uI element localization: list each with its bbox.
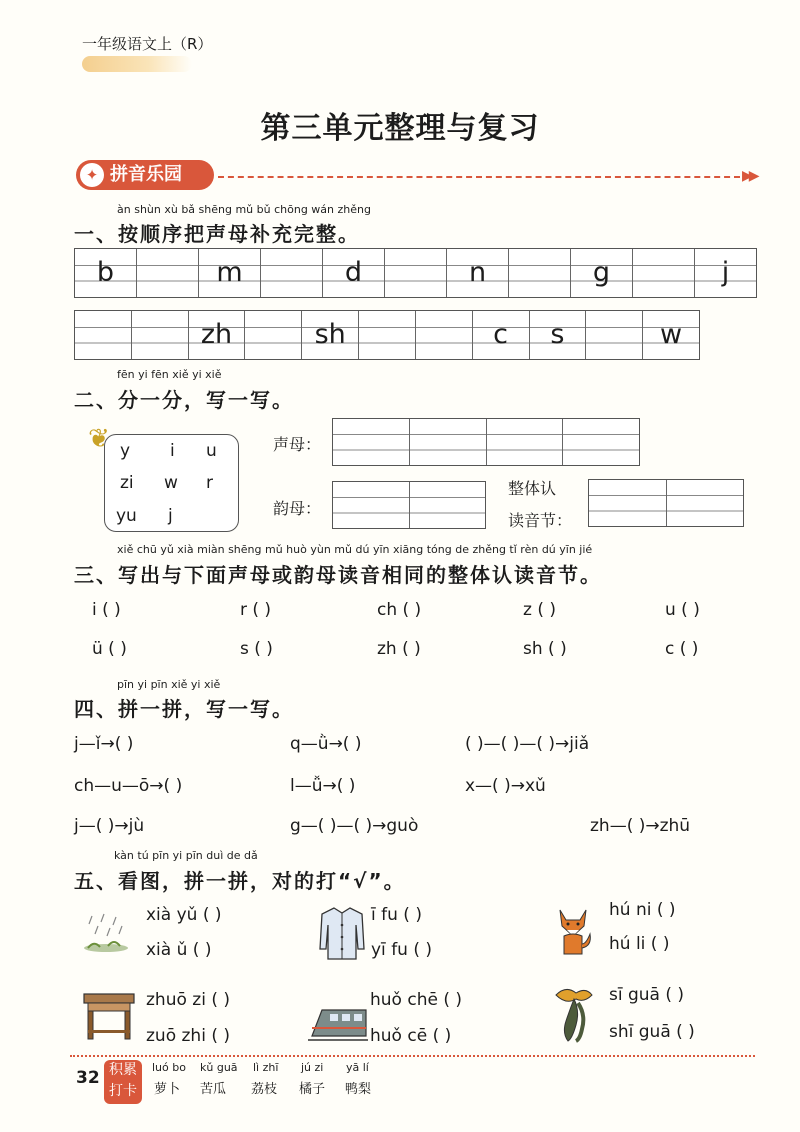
letter: y bbox=[120, 441, 131, 461]
accumulate-card bbox=[104, 1060, 142, 1104]
q1-row1-cell[interactable]: n bbox=[447, 249, 509, 297]
answer-cell[interactable] bbox=[563, 419, 639, 465]
finals-label: 韵母： bbox=[273, 499, 322, 518]
q1-row1-cell[interactable] bbox=[137, 249, 199, 297]
section-label: 拼音乐园 bbox=[110, 164, 182, 185]
q3-pinyin: xiě chū yǔ xià miàn shēng mǔ huò yùn mǔ dú yīn xiāng tóng de zhěng tǐ rèn dú yīn jié bbox=[117, 543, 593, 556]
leaf-icon: ❦ bbox=[88, 424, 110, 454]
footer-word-hanzi: 鸭梨 bbox=[345, 1082, 372, 1097]
finals-answer-table bbox=[332, 481, 486, 529]
card-line-1: 积累 bbox=[109, 1062, 137, 1078]
train-icon bbox=[308, 1000, 368, 1044]
fox-icon bbox=[552, 906, 594, 956]
q5-option[interactable]: shī guā ( ) bbox=[609, 1022, 695, 1042]
initials-label: 声母： bbox=[273, 435, 322, 454]
q1-row1-cell[interactable]: j bbox=[695, 249, 756, 297]
q1-row1-table bbox=[74, 248, 757, 298]
letter: u bbox=[206, 441, 217, 461]
q4-item[interactable]: g—( )—( )→guò bbox=[290, 816, 419, 836]
q1-row1-cell[interactable]: m bbox=[199, 249, 261, 297]
answer-cell[interactable] bbox=[589, 480, 667, 526]
footer-word-pinyin: jú zi bbox=[301, 1061, 324, 1074]
lightbulb-icon: ✦ bbox=[80, 163, 104, 187]
card-line-2: 打卡 bbox=[109, 1083, 137, 1099]
grade-label: 一年级语文上（R） bbox=[82, 35, 213, 53]
q1-row2-cell[interactable]: s bbox=[530, 311, 587, 359]
q5-text: 五、看图，拼一拼，对的打“√”。 bbox=[74, 869, 406, 893]
page-title: 第三单元整理与复习 bbox=[260, 111, 540, 146]
q3-text: 三、写出与下面声母或韵母读音相同的整体认读音节。 bbox=[74, 563, 602, 587]
q1-row2-cell[interactable] bbox=[132, 311, 189, 359]
letter: r bbox=[206, 473, 213, 493]
q1-row2-cell[interactable] bbox=[359, 311, 416, 359]
q1-row2-cell[interactable]: zh bbox=[189, 311, 246, 359]
answer-cell[interactable] bbox=[333, 482, 410, 528]
q4-pinyin: pīn yi pīn xiě yi xiě bbox=[117, 678, 221, 691]
q1-row2-cell[interactable]: c bbox=[473, 311, 530, 359]
q3-item[interactable]: u ( ) bbox=[665, 600, 700, 620]
q1-row2-cell[interactable] bbox=[416, 311, 473, 359]
q1-row2-cell[interactable]: sh bbox=[302, 311, 359, 359]
q1-row2-cell[interactable] bbox=[75, 311, 132, 359]
q5-option[interactable]: yī fu ( ) bbox=[371, 940, 433, 960]
q4-item[interactable]: zh—( )→zhū bbox=[590, 816, 691, 836]
footer-word-pinyin: kǔ guā bbox=[200, 1061, 238, 1074]
answer-cell[interactable] bbox=[410, 482, 486, 528]
q3-item[interactable]: ü ( ) bbox=[92, 639, 127, 659]
answer-cell[interactable] bbox=[667, 480, 744, 526]
whole-syllable-answer-table bbox=[588, 479, 744, 527]
q1-text: 一、按顺序把声母补充完整。 bbox=[74, 222, 360, 246]
q3-item[interactable]: s ( ) bbox=[240, 639, 273, 659]
q4-item[interactable]: j—( )→jù bbox=[74, 816, 145, 836]
table-icon bbox=[82, 990, 136, 1042]
q4-item[interactable]: l—ǚ→( ) bbox=[290, 776, 356, 796]
footer-word-hanzi: 橘子 bbox=[299, 1082, 326, 1097]
q4-item[interactable]: ch—u—ō→( ) bbox=[74, 776, 183, 796]
q3-item[interactable]: zh ( ) bbox=[377, 639, 421, 659]
q3-item[interactable]: ch ( ) bbox=[377, 600, 422, 620]
footer-word-hanzi: 萝卜 bbox=[154, 1082, 181, 1097]
q5-option[interactable]: ī fu ( ) bbox=[371, 905, 422, 925]
q1-row2-cell[interactable]: w bbox=[643, 311, 699, 359]
rain-icon bbox=[80, 912, 132, 956]
q5-option[interactable]: hú li ( ) bbox=[609, 934, 670, 954]
answer-cell[interactable] bbox=[487, 419, 564, 465]
q3-item[interactable]: z ( ) bbox=[523, 600, 556, 620]
gourd-icon bbox=[550, 985, 596, 1045]
q5-option[interactable]: zhuō zi ( ) bbox=[146, 990, 230, 1010]
q5-pinyin: kàn tú pīn yi pīn duì de dǎ bbox=[114, 849, 258, 862]
section-divider bbox=[218, 176, 740, 178]
q5-option[interactable]: xià ǔ ( ) bbox=[146, 940, 212, 960]
q4-text: 四、拼一拼，写一写。 bbox=[74, 697, 294, 721]
footer-word-pinyin: lì zhī bbox=[253, 1061, 279, 1074]
letter: j bbox=[168, 506, 173, 526]
grade-decoration bbox=[82, 56, 192, 72]
q1-row1-cell[interactable]: b bbox=[75, 249, 137, 297]
q5-option[interactable]: huǒ cē ( ) bbox=[370, 1026, 452, 1046]
letter: i bbox=[170, 441, 175, 461]
letter: zi bbox=[120, 473, 134, 493]
q1-row1-cell[interactable] bbox=[633, 249, 695, 297]
q3-item[interactable]: i ( ) bbox=[92, 600, 121, 620]
q1-pinyin: àn shùn xù bǎ shēng mǔ bǔ chōng wán zhěng bbox=[117, 203, 371, 216]
q1-row2-cell[interactable] bbox=[245, 311, 302, 359]
footer-word-pinyin: yā lí bbox=[346, 1061, 369, 1074]
q5-option[interactable]: zuō zhi ( ) bbox=[146, 1026, 230, 1046]
q5-option[interactable]: huǒ chē ( ) bbox=[370, 990, 463, 1010]
footer-word-pinyin: luó bo bbox=[152, 1061, 186, 1074]
q1-row1-cell[interactable] bbox=[509, 249, 571, 297]
q2-text: 二、分一分，写一写。 bbox=[74, 388, 294, 412]
whole-syllable-label-2: 读音节： bbox=[508, 511, 573, 530]
q1-row1-cell[interactable] bbox=[385, 249, 447, 297]
q5-option[interactable]: hú ni ( ) bbox=[609, 900, 676, 920]
q2-pinyin: fēn yi fēn xiě yi xiě bbox=[117, 368, 222, 381]
q3-item[interactable]: r ( ) bbox=[240, 600, 272, 620]
initials-answer-table bbox=[332, 418, 640, 466]
arrow-icon: ▶▶ bbox=[742, 168, 756, 184]
whole-syllable-label: 整体认 bbox=[508, 479, 557, 498]
shirt-icon bbox=[318, 905, 366, 961]
footer-word-hanzi: 苦瓜 bbox=[200, 1082, 227, 1097]
q1-row2-cell[interactable] bbox=[586, 311, 643, 359]
answer-cell[interactable] bbox=[333, 419, 410, 465]
q4-item[interactable]: j—ǐ→( ) bbox=[74, 734, 134, 754]
q1-row1-cell[interactable]: d bbox=[323, 249, 385, 297]
q3-item[interactable]: c ( ) bbox=[665, 639, 699, 659]
footer-divider bbox=[70, 1055, 755, 1057]
answer-cell[interactable] bbox=[410, 419, 487, 465]
letter: w bbox=[164, 473, 178, 493]
footer-word-hanzi: 荔枝 bbox=[251, 1082, 278, 1097]
section-badge bbox=[76, 160, 214, 190]
q1-row1-cell[interactable]: g bbox=[571, 249, 633, 297]
q5-option[interactable]: sī guā ( ) bbox=[609, 985, 685, 1005]
q5-option[interactable]: xià yǔ ( ) bbox=[146, 905, 222, 925]
q4-item[interactable]: ( )—( )—( )→jiǎ bbox=[465, 734, 590, 754]
q4-item[interactable]: q—ǜ→( ) bbox=[290, 734, 362, 754]
q3-item[interactable]: sh ( ) bbox=[523, 639, 567, 659]
q4-item[interactable]: x—( )→xǔ bbox=[465, 776, 546, 796]
q1-row1-cell[interactable] bbox=[261, 249, 323, 297]
page-number: 32 bbox=[76, 1068, 100, 1088]
q1-row2-table bbox=[74, 310, 700, 360]
letter: yu bbox=[116, 506, 137, 526]
